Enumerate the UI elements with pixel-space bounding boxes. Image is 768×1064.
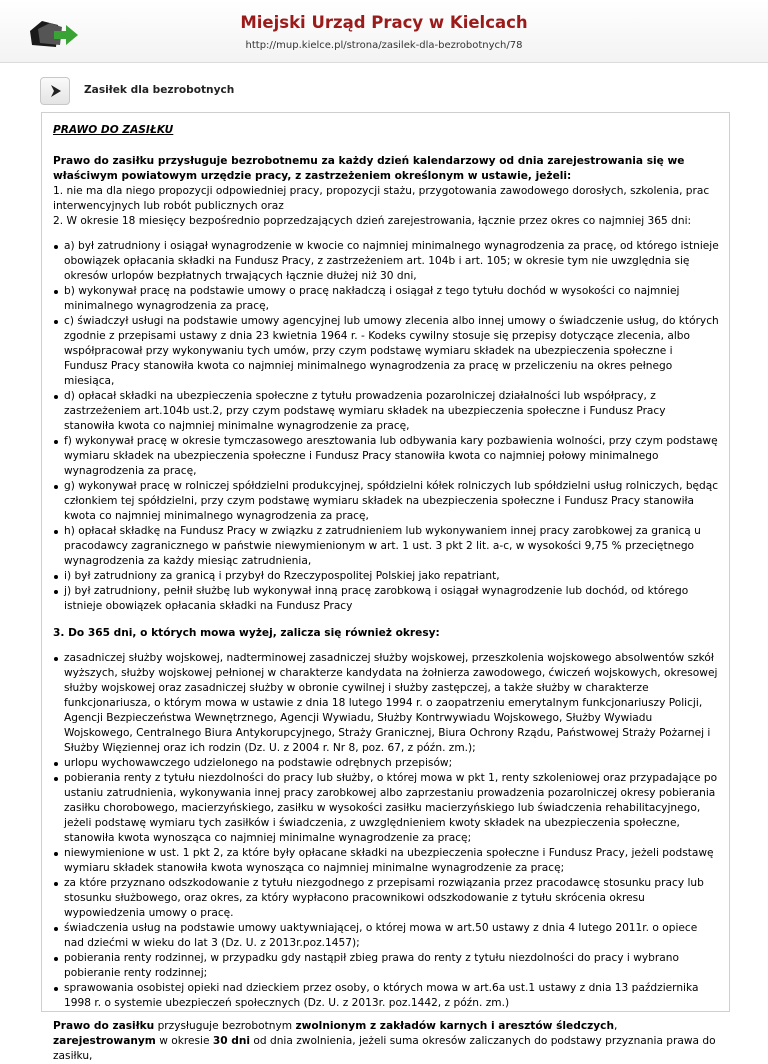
list-item: pobierania renty rodzinnej, w przypadku gdy nastąpił zbieg prawa do renty z tytułu niezdolności do pracy i wybrano pobieranie renty rodzinnej; — [64, 951, 719, 981]
list-item: i) był zatrudniony za granicą i przybył do Rzeczypospolitej Polskiej jako repatriant, — [64, 569, 719, 584]
list-item: niewymienione w ust. 1 pkt 2, za które były opłacane składki na ubezpieczenia społeczne i Fundusz Pracy, jeżeli podstawę wymiaru składek stanowiła kwota wynosząca co najmniej minimalne wynagrodzenie za pracę; — [64, 846, 719, 876]
bold-text: zarejestrowanym — [53, 1035, 156, 1047]
list-item: d) opłacał składki na ubezpieczenia społeczne z tytułu prowadzenia pozarolniczej działalności lub współpracy, z zastrzeżeniem art.104b ust.2, przy czym podstawę wymiaru składek na ubezpieczenia społeczne i Fundusz Pracy stanowiła kwota co najmniej minimalne wynagrodzenie za pracę, — [64, 389, 719, 434]
arrow-button[interactable] — [40, 77, 70, 105]
condition-1: 1. nie ma dla niego propozycji odpowiedniej pracy, propozycji stażu, przygotowania zawodowego dorosłych, szkolenia, prac interwencyjnych lub robót publicznych oraz — [53, 185, 710, 212]
list-item: sprawowania osobistej opieki nad dzieckiem przez osoby, o których mowa w art.6a ust.1 ustawy z dnia 13 października 1998 r. o systemie ubezpieczeń społecznych (Dz. U. z 2013r. poz.1442, z późn. zm.) — [64, 981, 719, 1011]
list-item: h) opłacał składkę na Fundusz Pracy w związku z zatrudnieniem lub wykonywaniem innej pracy zarobkowej za granicą u pracodawcy zagranicznego w państwie niewymienionym w art. 1 ust. 3 pkt 2 lit. a-c, w wysokości 9,75 % przeciętnego wynagrodzenia za każdy miesiąc zatrudnienia, — [64, 524, 719, 569]
section-title: PRAWO DO ZASIŁKU — [53, 124, 174, 136]
site-title: Miejski Urząd Pracy w Kielcach — [240, 13, 528, 32]
list-item: pobierania renty z tytułu niezdolności do pracy lub służby, o której mowa w pkt 1, renty szkoleniowej oraz przypadające po ustaniu zatrudnienia, wykonywania innej pracy zarobkowej albo zaprzestaniu prowadzenia pozarolniczej okresy pobierania zasiłku chorobowego, macierzyńskiego, zasiłku w wysokości zasiłku macierzyńskiego lub świadczenia rehabilitacyjnego, jeżeli podstawę wymiaru tych zasiłków i świadczenia, z uwzględnieniem kwoty składek na ubezpieczenia społeczne, stanowiła kwota wynosząca co najmniej minimalne wynagrodzenie za pracę; — [64, 772, 718, 844]
list-item: f) wykonywał pracę w okresie tymczasowego aresztowania lub odbywania kary pozbawienia wolności, przy czym podstawę wymiaru składek na ubezpieczenia społeczne i Fundusz Pracy stanowiła kwota co najmniej połowy minimalnego wynagrodzenia za pracę, — [64, 435, 718, 477]
site-url[interactable]: http://mup.kielce.pl/strona/zasilek-dla-bezrobotnych/78 — [245, 40, 523, 51]
list-item: zasadniczej służby wojskowej, nadterminowej zasadniczej służby wojskowej, przeszkolenia wojskowego absolwentów szkół wyższych, służby wojskowej pełnionej w charakterze kandydata na żołnierza zawodowego, ćwiczeń wojskowych, okresowej służby wojskowej oraz zasadniczej służby w obronie cywilnej i służby zastępczej, a także służby w charakterze funkcjonariusza, o którym mowa w ustawie z dnia 18 lutego 1994 r. o zaopatrzeniu emerytalnym funkcjonariuszy Policji, Agencji Bezpieczeństwa Wewnętrznego, Agencji Wywiadu, Służby Kontrwywiadu Wojskowego, Służby Wywiadu Wojskowego, Centralnego Biura Antykorupcyjnego, Straży Granicznej, Biura Ochrony Rządu, Państwowej Straży Pożarnej i Służby Więziennej oraz ich rodzin (Dz. U. z 2004 r. Nr 8, poz. 67, z późn. zm.); — [64, 652, 718, 754]
subheading: 3. Do 365 dni, o których mowa wyżej, zalicza się również okresy: — [53, 627, 440, 639]
bold-text: Prawo do zasiłku — [53, 1020, 155, 1032]
play-arrow-icon — [49, 84, 63, 98]
list-item: za które przyznano odszkodowanie z tytułu niezgodnego z przepisami rozwiązania przez pracodawcę stosunku pracy lub stosunku służbowego, oraz okres, za który wypłacono pracownikowi odszkodowanie z tytułu skrócenia okresu wypowiedzenia umowy o pracę. — [64, 876, 719, 921]
bold-text: 30 dni — [212, 1035, 251, 1047]
bold-text: zwolnionym z zakładów karnych i aresztów śledczych — [295, 1020, 614, 1032]
text: przysługuje bezrobotnym — [154, 1020, 296, 1032]
list-item: urlopu wychowawczego udzielonego na podstawie odrębnych przepisów; — [64, 756, 719, 771]
list-item: a) był zatrudniony i osiągał wynagrodzenie w kwocie co najmniej minimalnego wynagrodzenia za pracę, od którego istnieje obowiązek opłacania składki na Fundusz Pracy, z zastrzeżeniem art. 104b i art. 105; w okresie tym nie uwzględnia się okresów urlopów bezpłatnych trwających łącznie dłużej niż 30 dni, — [64, 240, 719, 282]
text: od dnia zwolnienia, jeżeli suma okresów zaliczanych do podstawy przyznania prawa do zasiłku, — [53, 1035, 716, 1062]
list-item: świadczenia usług na podstawie umowy uaktywniającej, o której mowa w art.50 ustawy z dnia 4 lutego 2011r. o opiece nad dziećmi w wieku do lat 3 (Dz. U. z 2013r.poz.1457); — [64, 921, 719, 951]
content-box — [41, 112, 730, 1062]
site-header — [0, 0, 768, 63]
intro-bold: Prawo do zasiłku przysługuje bezrobotnemu za każdy dzień kalendarzowy od dnia zarejestrowania się we właściwym powiatowym urzędzie pracy, z zastrzeżeniem określonym w ustawie, jeżeli: — [53, 155, 685, 182]
text: w okresie — [155, 1035, 213, 1047]
list-item: j) był zatrudniony, pełnił służbę lub wykonywał inną pracę zarobkową i osiągał wynagrodzenie lub dochód, od którego istnieje obowiązek opłacania składki na Fundusz Pracy — [64, 584, 719, 614]
page-title: Zasiłek dla bezrobotnych — [84, 84, 235, 96]
conditions-list — [53, 239, 719, 614]
page-heading-bar — [0, 63, 768, 109]
condition-2: 2. W okresie 18 miesięcy bezpośrednio poprzedzających dzień zarejestrowania, łącznie przez okres co najmniej 365 dni: — [53, 215, 692, 227]
list-item: g) wykonywał pracę w rolniczej spółdzielni produkcyjnej, spółdzielni kółek rolniczych lub spółdzielni usług rolniczych, będąc członkiem tej spółdzielni, przy czym podstawę wymiaru składek na ubezpieczenia społeczne i Fundusz Pracy stanowiła kwota co najmniej minimalnego wynagrodzenia za pracę, — [64, 480, 719, 522]
list-item: b) wykonywał pracę na podstawie umowy o pracę nakładczą i osiągał z tego tytułu dochód w wysokości co najmniej minimalnego wynagrodzenia za pracę, — [64, 284, 719, 314]
closing-paragraph — [53, 1019, 719, 1064]
text: , — [614, 1020, 618, 1032]
periods-list — [53, 651, 719, 1011]
intro-block — [53, 154, 719, 229]
list-item: c) świadczył usługi na podstawie umowy agencyjnej lub umowy zlecenia albo innej umowy o świadczenie usług, do których zgodnie z przepisami ustawy z dnia 23 kwietnia 1964 r. - Kodeks cywilny stosuje się przepisy dotyczące zlecenia, albo współpracował przy wykonywaniu tych umów, przy czym podstawę wymiaru składek na ubezpieczenia społeczne i Fundusz Pracy stanowiła kwota co najmniej minimalnego wynagrodzenia za pracę w przeliczeniu na okres pełnego miesiąca, — [64, 315, 719, 387]
